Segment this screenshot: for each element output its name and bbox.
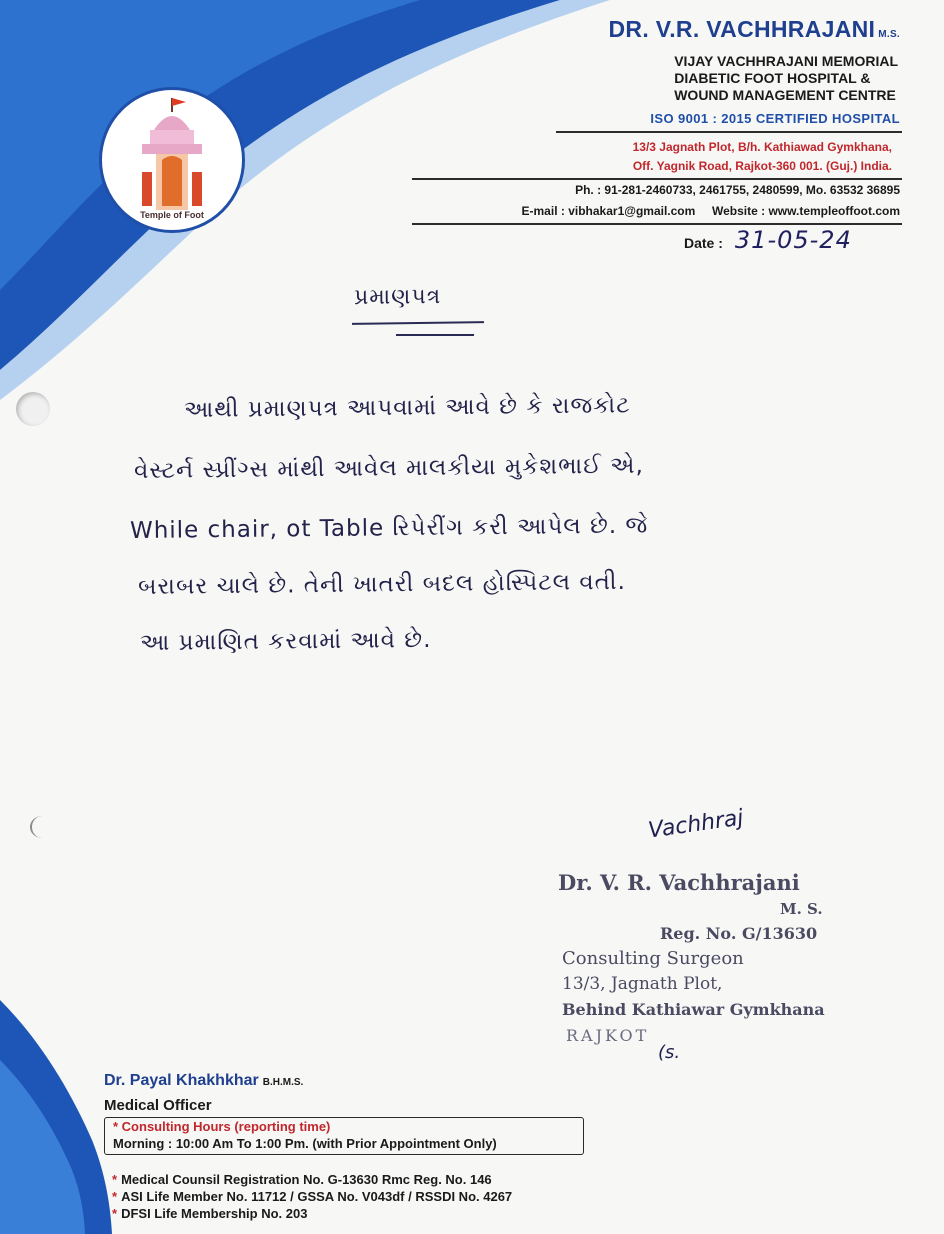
hospital-name-line: VIJAY VACHHRAJANI MEMORIAL	[674, 53, 898, 69]
date-field	[684, 226, 852, 254]
stamp-line: M. S.	[780, 900, 823, 918]
letter-title: પ્રમાણપત્ર	[353, 284, 442, 310]
stamp-line: 13/3, Jagnath Plot,	[562, 974, 723, 994]
registration-text: ASI Life Member No. 11712 / GSSA No. V043df / RSSDI No. 4267	[121, 1189, 513, 1204]
phone-numbers: Ph. : 91-281-2460733, 2461755, 2480599, Mo. 63532 36895	[575, 183, 900, 197]
temple-logo	[99, 87, 245, 233]
letter-body-line: આથી પ્રમાણપત્ર આપવામાં આવે છે કે રાજકોટ	[183, 392, 631, 423]
website-label: Website :	[711, 204, 766, 218]
address-line: 13/3 Jagnath Plot, B/h. Kathiawad Gymkhana,	[632, 140, 892, 154]
signature-initials: (s.	[658, 1042, 681, 1063]
hospital-address	[633, 138, 892, 176]
punch-hole	[30, 816, 54, 838]
medical-officer-name: Dr. Payal Khakhkhar	[104, 1072, 259, 1089]
hospital-name	[674, 53, 898, 104]
bullet-star-icon: *	[112, 1172, 118, 1187]
doctor-name-heading	[609, 16, 900, 43]
header-divider	[412, 223, 902, 225]
stamp-line: Behind Kathiawar Gymkhana	[562, 1000, 825, 1019]
stamp-line: Consulting Surgeon	[562, 948, 744, 969]
email-label: E-mail :	[521, 204, 565, 218]
registration-text: Medical Counsil Registration No. G-13630 Rmc Reg. No. 146	[121, 1172, 492, 1187]
hospital-name-line: WOUND MANAGEMENT CENTRE	[674, 87, 896, 103]
iso-certification: ISO 9001 : 2015 CERTIFIED HOSPITAL	[650, 111, 900, 126]
registration-item	[112, 1189, 512, 1204]
doctor-degree: M.S.	[878, 29, 900, 40]
bullet-star-icon: *	[112, 1206, 118, 1221]
date-label: Date :	[684, 235, 723, 251]
doctor-name: DR. V.R. VACHHRAJANI	[608, 16, 876, 42]
consulting-hours-box	[104, 1117, 584, 1155]
medical-officer-degree: B.H.M.S.	[262, 1077, 304, 1088]
title-underline	[396, 334, 474, 336]
stamp-line: RAJKOT	[566, 1026, 650, 1045]
letter-body-line: વેસ્ટર્ન સ્પ્રીંગ્સ માંથી આવેલ માલકીયા મુકેશભાઈ એ,	[133, 452, 644, 484]
bullet-star-icon: *	[112, 1189, 118, 1204]
header-divider	[556, 131, 902, 133]
registration-text: DFSI Life Membership No. 203	[121, 1206, 308, 1221]
letter-body-line: બરાબર ચાલે છે. તેની ખાતરી બદલ હોસ્પિટલ વતી.	[137, 568, 626, 600]
registration-item	[112, 1206, 307, 1221]
letter-body-line: આ પ્રમાણિત કરવામાં આવે છે.	[139, 626, 432, 656]
contact-line	[522, 204, 900, 218]
logo-caption: Temple of Foot	[140, 210, 204, 220]
date-value: 31-05-24	[734, 226, 852, 254]
address-line: Off. Yagnik Road, Rajkot-360 001. (Guj.) India.	[632, 159, 892, 173]
medical-officer-name-line	[104, 1072, 303, 1090]
punch-hole	[16, 392, 50, 426]
consulting-hours-time: Morning : 10:00 Am To 1:00 Pm. (with Prior Appointment Only)	[113, 1136, 497, 1151]
header-divider	[412, 178, 902, 180]
signature-scribble: Vachhraj	[646, 805, 746, 844]
registration-item	[112, 1172, 492, 1187]
hospital-name-line: DIABETIC FOOT HOSPITAL &	[674, 70, 871, 86]
temple-icon	[102, 90, 242, 210]
stamp-line: Dr. V. R. Vachhrajani	[558, 870, 800, 895]
website-url: www.templeoffoot.com	[768, 204, 900, 218]
email-address: vibhakar1@gmail.com	[568, 204, 696, 218]
medical-officer-title: Medical Officer	[104, 1097, 212, 1114]
stamp-line: Reg. No. G/13630	[660, 924, 818, 943]
consulting-hours-title: * Consulting Hours (reporting time)	[113, 1119, 331, 1134]
letter-body-line: While chair, ot Table રિપેરીંગ કરી આપેલ છે. જે	[129, 512, 649, 544]
